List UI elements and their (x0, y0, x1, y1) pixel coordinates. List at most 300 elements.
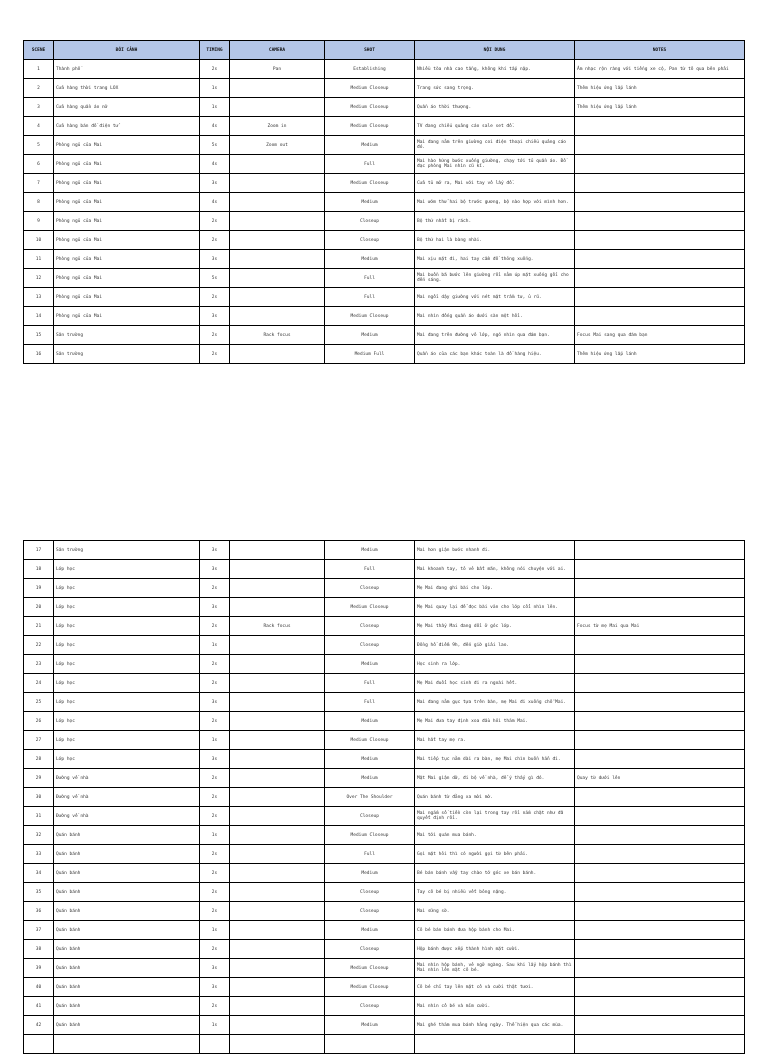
shot-cell: Closeup (325, 883, 415, 902)
context-cell: Lớp học (54, 560, 200, 579)
shot-cell: Closeup (325, 940, 415, 959)
camera-cell (230, 598, 325, 617)
table-row (24, 750, 745, 769)
scene-cell (24, 117, 54, 136)
scene-cell (24, 598, 54, 617)
scene-cell (24, 978, 54, 997)
scene-cell (24, 193, 54, 212)
scene-number: 5 (37, 143, 40, 148)
notes-cell (575, 864, 745, 883)
scene-cell (24, 174, 54, 193)
context-cell: Lớp học (54, 674, 200, 693)
content-cell: Hộp bánh được xếp thành hình mặt cười. (415, 940, 575, 959)
content-cell: Cô bé chỉ tay lên mặt cô và cười thật tươi. (415, 978, 575, 997)
table-row (24, 883, 745, 902)
camera-cell (230, 636, 325, 655)
scene-number: 35 (35, 890, 42, 895)
timing-cell: 2s (200, 712, 230, 731)
table-row (24, 579, 745, 598)
scene-cell (24, 560, 54, 579)
shot-cell: Closeup (325, 997, 415, 1016)
table-row (24, 345, 745, 364)
camera-cell (230, 921, 325, 940)
content-cell: Mai ghé thăm mua bánh hằng ngày. Thể hiện qua các mùa. (415, 1016, 575, 1035)
timing-cell: 3s (200, 307, 230, 326)
context-cell: Phòng ngủ của Mai (54, 307, 200, 326)
table-row (24, 193, 745, 212)
scene-cell (24, 655, 54, 674)
table-row (24, 940, 745, 959)
scene-number: 28 (35, 757, 42, 762)
scene-number: 25 (35, 700, 42, 705)
scene-number: 12 (35, 276, 42, 281)
scene-number: 15 (35, 333, 42, 338)
scene-cell (24, 902, 54, 921)
scene-number (26, 1044, 51, 1045)
scene-cell (24, 617, 54, 636)
context-cell: Đường về nhà (54, 807, 200, 826)
shot-cell: Medium Closeup (325, 98, 415, 117)
shot-cell: Over The Shoulder (325, 788, 415, 807)
camera-cell (230, 883, 325, 902)
table-row (24, 769, 745, 788)
timing-cell: 2s (200, 902, 230, 921)
scene-cell (24, 212, 54, 231)
table-row (24, 288, 745, 307)
context-cell: Sân trường (54, 345, 200, 364)
shot-cell: Full (325, 693, 415, 712)
content-cell: Bộ thứ nhất bị rách. (415, 212, 575, 231)
context-cell: Phòng ngủ của Mai (54, 269, 200, 288)
content-cell: Mai nhìn hộp bánh, vẻ ngỡ ngàng. Sau khi lấy hộp bánh thì Mai nhìn lên mặt cô bé. (415, 959, 575, 978)
content-cell: Gọi mặt hỏi thì có người gọi từ bên phải. (415, 845, 575, 864)
scene-number: 17 (35, 548, 42, 553)
scene-cell (24, 883, 54, 902)
context-cell: Sân trường (54, 326, 200, 345)
scene-cell (24, 1035, 54, 1054)
scene-number: 36 (35, 909, 42, 914)
header-content: NỘI DUNG (415, 41, 575, 60)
shot-cell: Medium (325, 750, 415, 769)
content-cell: TV đang chiếu quảng cáo sale set đồ. (415, 117, 575, 136)
notes-cell (575, 978, 745, 997)
scene-number: 13 (35, 295, 42, 300)
table-body-page-2 (24, 541, 745, 1054)
content-cell: Mai hất tay mẹ ra. (415, 731, 575, 750)
notes-cell (575, 807, 745, 826)
table-row (24, 598, 745, 617)
context-cell: Quán bánh (54, 845, 200, 864)
timing-cell: 4s (200, 193, 230, 212)
shot-cell: Full (325, 845, 415, 864)
camera-cell (230, 674, 325, 693)
camera-cell (230, 997, 325, 1016)
scene-number: 29 (35, 776, 42, 781)
scene-cell (24, 940, 54, 959)
context-cell: Lớp học (54, 579, 200, 598)
shot-cell: Medium (325, 769, 415, 788)
content-cell: Mai đang trên đường vô lớp, ngó nhìn qua đám bạn. (415, 326, 575, 345)
context-cell: Cửa hàng bán đồ điện tử (54, 117, 200, 136)
shot-cell: Medium Full (325, 345, 415, 364)
scene-cell (24, 674, 54, 693)
timing-cell: 2s (200, 940, 230, 959)
shot-cell: Medium (325, 541, 415, 560)
scene-number: 7 (37, 181, 40, 186)
scene-cell (24, 79, 54, 98)
notes-cell (575, 883, 745, 902)
timing-cell: 2s (200, 807, 230, 826)
shot-cell: Medium (325, 193, 415, 212)
scene-number: 2 (37, 86, 40, 91)
scene-number: 37 (35, 928, 42, 933)
camera-cell (230, 978, 325, 997)
scene-number: 34 (35, 871, 42, 876)
content-cell: Tay cô bé bị nhiều vết bỏng nặng. (415, 883, 575, 902)
timing-cell: 1s (200, 636, 230, 655)
header-notes: NOTES (575, 41, 745, 60)
timing-cell: 2s (200, 326, 230, 345)
table-row (24, 864, 745, 883)
table-row (24, 845, 745, 864)
content-cell: Mẹ Mai đưa tay định xoa đầu hỏi thăm Mai. (415, 712, 575, 731)
context-cell: Quán bánh (54, 826, 200, 845)
timing-cell: 2s (200, 883, 230, 902)
timing-cell: 1s (200, 79, 230, 98)
table-row (24, 807, 745, 826)
content-cell: Mai hào hứng bước xuống giường, chạy tới tủ quần áo. Đồ đạc phòng Mai nhìn cũ kĩ. (415, 155, 575, 174)
content-cell: Cô bé bán bánh đưa hộp bánh cho Mai. (415, 921, 575, 940)
scene-cell (24, 250, 54, 269)
content-cell: Mẹ Mai quay lại để đọc bài văn cho lớp cổi nhìn lên. (415, 598, 575, 617)
notes-cell (575, 193, 745, 212)
table-row (24, 788, 745, 807)
camera-cell (230, 560, 325, 579)
content-cell: Cửa tủ mở ra, Mai với tay vô lấy đồ. (415, 174, 575, 193)
context-cell: Đường về nhà (54, 769, 200, 788)
scene-cell (24, 307, 54, 326)
notes-cell (575, 136, 745, 155)
notes-cell (575, 712, 745, 731)
shot-cell (325, 1035, 415, 1054)
camera-cell (230, 98, 325, 117)
timing-cell: 2s (200, 845, 230, 864)
context-cell: Lớp học (54, 693, 200, 712)
header-camera: CAMERA (230, 41, 325, 60)
camera-cell (230, 212, 325, 231)
table-row (24, 712, 745, 731)
scene-cell (24, 807, 54, 826)
header-row (24, 41, 745, 60)
notes-cell: Thêm hiệu ứng lấp lánh (575, 345, 745, 364)
context-cell: Phòng ngủ của Mai (54, 288, 200, 307)
scene-cell (24, 864, 54, 883)
table-row (24, 674, 745, 693)
camera-cell (230, 826, 325, 845)
notes-cell (575, 826, 745, 845)
context-cell: Phòng ngủ của Mai (54, 155, 200, 174)
notes-cell (575, 231, 745, 250)
table-row (24, 231, 745, 250)
timing-cell: 3s (200, 693, 230, 712)
notes-cell (575, 288, 745, 307)
context-cell: Phòng ngủ của Mai (54, 231, 200, 250)
scene-cell (24, 1016, 54, 1035)
notes-cell (575, 845, 745, 864)
table-row (24, 155, 745, 174)
scene-number: 30 (35, 795, 42, 800)
context-cell: Quán bánh (54, 978, 200, 997)
timing-cell: 2s (200, 617, 230, 636)
table-row (24, 1035, 745, 1054)
context-cell: Quán bánh (54, 997, 200, 1016)
camera-cell (230, 345, 325, 364)
table-row (24, 655, 745, 674)
content-cell: Quần áo của các bạn khác toàn là đồ hàng hiệu. (415, 345, 575, 364)
context-cell: Quán bánh (54, 1016, 200, 1035)
scene-cell (24, 326, 54, 345)
notes-cell (575, 174, 745, 193)
shot-cell: Medium (325, 250, 415, 269)
table-row (24, 269, 745, 288)
camera-cell (230, 655, 325, 674)
content-cell: Bộ thứ hai là bàng nhài. (415, 231, 575, 250)
scene-cell (24, 712, 54, 731)
shot-cell: Medium (325, 1016, 415, 1035)
camera-cell (230, 693, 325, 712)
scene-number: 3 (37, 105, 40, 110)
scene-cell (24, 959, 54, 978)
scene-number: 21 (35, 624, 42, 629)
timing-cell: 3s (200, 978, 230, 997)
scene-cell (24, 750, 54, 769)
camera-cell (230, 769, 325, 788)
content-cell: Mai hơn giận bước nhanh đi. (415, 541, 575, 560)
shot-cell: Full (325, 288, 415, 307)
scene-cell (24, 136, 54, 155)
shot-cell: Medium (325, 655, 415, 674)
notes-cell (575, 636, 745, 655)
context-cell: Đường về nhà (54, 788, 200, 807)
notes-cell (575, 117, 745, 136)
shot-cell: Medium Closeup (325, 826, 415, 845)
timing-cell: 2s (200, 60, 230, 79)
shot-cell: Medium Closeup (325, 307, 415, 326)
context-cell: Lớp học (54, 750, 200, 769)
timing-cell: 2s (200, 345, 230, 364)
shot-cell: Establishing (325, 60, 415, 79)
notes-cell: Thêm hiệu ứng lấp lánh (575, 79, 745, 98)
camera-cell (230, 750, 325, 769)
camera-cell (230, 807, 325, 826)
timing-cell: 1s (200, 921, 230, 940)
notes-cell: Focus từ mẹ Mai qua Mai (575, 617, 745, 636)
notes-cell (575, 940, 745, 959)
camera-cell (230, 193, 325, 212)
scene-number: 10 (35, 238, 42, 243)
scene-cell (24, 98, 54, 117)
scene-number: 38 (35, 947, 42, 952)
scene-number: 16 (35, 352, 42, 357)
timing-cell: 3s (200, 959, 230, 978)
scene-number: 1 (37, 67, 40, 72)
notes-cell (575, 212, 745, 231)
scene-number: 14 (35, 314, 42, 319)
context-cell: Phòng ngủ của Mai (54, 250, 200, 269)
scene-cell (24, 345, 54, 364)
camera-cell (230, 250, 325, 269)
timing-cell: 2s (200, 674, 230, 693)
camera-cell (230, 959, 325, 978)
camera-cell: Rack focus (230, 326, 325, 345)
scene-number: 26 (35, 719, 42, 724)
timing-cell: 1s (200, 731, 230, 750)
table-row (24, 636, 745, 655)
notes-cell (575, 731, 745, 750)
scene-cell (24, 997, 54, 1016)
shot-cell: Medium (325, 712, 415, 731)
timing-cell: 4s (200, 155, 230, 174)
table-row (24, 307, 745, 326)
camera-cell (230, 307, 325, 326)
timing-cell: 5s (200, 136, 230, 155)
timing-cell: 2s (200, 997, 230, 1016)
shot-cell: Closeup (325, 231, 415, 250)
context-cell: Thành phố (54, 60, 200, 79)
notes-cell (575, 541, 745, 560)
timing-cell: 3s (200, 598, 230, 617)
shot-cell: Medium (325, 864, 415, 883)
context-cell: Quán bánh (54, 902, 200, 921)
camera-cell (230, 712, 325, 731)
scene-cell (24, 579, 54, 598)
shot-cell: Closeup (325, 579, 415, 598)
shot-cell: Medium (325, 136, 415, 155)
notes-cell (575, 750, 745, 769)
notes-cell (575, 250, 745, 269)
timing-cell: 2s (200, 788, 230, 807)
camera-cell (230, 731, 325, 750)
table-row (24, 959, 745, 978)
notes-cell (575, 307, 745, 326)
scene-cell (24, 731, 54, 750)
scene-cell (24, 541, 54, 560)
content-cell: Đồng hồ điểm 9h, đến giờ giải lao. (415, 636, 575, 655)
header-timing: TIMING (200, 41, 230, 60)
storyboard-table-page-2 (23, 540, 745, 1054)
context-cell: Lớp học (54, 617, 200, 636)
notes-cell (575, 902, 745, 921)
timing-cell: 2s (200, 864, 230, 883)
camera-cell: Zoom out (230, 136, 325, 155)
notes-cell (575, 269, 745, 288)
content-cell: Trang sức sang trọng. (415, 79, 575, 98)
shot-cell: Medium Closeup (325, 174, 415, 193)
notes-cell: Thêm hiệu ứng lấp lánh (575, 98, 745, 117)
table-row (24, 617, 745, 636)
content-cell: Quán bánh từ đằng xa mời mờ. (415, 788, 575, 807)
camera-cell (230, 155, 325, 174)
camera-cell: Zoom in (230, 117, 325, 136)
shot-cell: Closeup (325, 902, 415, 921)
content-cell: Nhiều tòa nhà cao tầng, không khí tấp nập. (415, 60, 575, 79)
content-cell: Mai nhìn cô bé và mỉm cười. (415, 997, 575, 1016)
timing-cell: 3s (200, 560, 230, 579)
content-cell: Mai nhìn đống quần áo dưới sàn một hồi. (415, 307, 575, 326)
table-row (24, 60, 745, 79)
context-cell: Lớp học (54, 731, 200, 750)
shot-cell: Closeup (325, 212, 415, 231)
context-cell: Quán bánh (54, 940, 200, 959)
content-cell: Mai ngắm số tiền còn lại trong tay rồi nắm chặt như đã quyết định rồi. (415, 807, 575, 826)
scene-number: 19 (35, 586, 42, 591)
table-row (24, 326, 745, 345)
context-cell: Quán bánh (54, 959, 200, 978)
notes-cell (575, 155, 745, 174)
shot-cell: Medium (325, 326, 415, 345)
context-cell: Quán bánh (54, 864, 200, 883)
notes-cell (575, 598, 745, 617)
table-row (24, 978, 745, 997)
context-cell: Cửa hàng quần áo nữ (54, 98, 200, 117)
content-cell: Quần áo thời thượng. (415, 98, 575, 117)
context-cell: Lớp học (54, 712, 200, 731)
context-cell: Lớp học (54, 655, 200, 674)
timing-cell: 1s (200, 98, 230, 117)
content-cell: Mai ướm thử hai bộ trước gương, bộ nào hợp với mình hơn. (415, 193, 575, 212)
context-cell: Cửa hàng thời trang LOX (54, 79, 200, 98)
notes-cell (575, 674, 745, 693)
scene-cell (24, 636, 54, 655)
content-cell: Mai ngồi dậy giường với nét mặt trầm tư, ủ rũ. (415, 288, 575, 307)
scene-cell (24, 788, 54, 807)
shot-cell: Full (325, 269, 415, 288)
content-cell: Mai đang nằm trên giường coi điện thoại chiếu quảng cáo đó. (415, 136, 575, 155)
timing-cell: 2s (200, 769, 230, 788)
shot-cell: Full (325, 674, 415, 693)
scene-cell (24, 288, 54, 307)
shot-cell: Closeup (325, 807, 415, 826)
content-cell: Bé bán bánh vẫy tay chào tớ góc xe bán bánh. (415, 864, 575, 883)
content-cell: Học sinh ra lớp. (415, 655, 575, 674)
timing-cell: 2s (200, 288, 230, 307)
scene-cell (24, 693, 54, 712)
shot-cell: Medium Closeup (325, 79, 415, 98)
shot-cell: Closeup (325, 617, 415, 636)
timing-cell: 3s (200, 541, 230, 560)
notes-cell (575, 959, 745, 978)
storyboard-table-page-1 (23, 40, 745, 364)
scene-cell (24, 60, 54, 79)
context-cell: Phòng ngủ của Mai (54, 136, 200, 155)
shot-cell: Medium Closeup (325, 978, 415, 997)
shot-cell: Medium (325, 921, 415, 940)
context-cell (54, 1035, 200, 1054)
camera-cell (230, 845, 325, 864)
scene-number: 41 (35, 1004, 42, 1009)
scene-number: 4 (37, 124, 40, 129)
timing-cell: 2s (200, 212, 230, 231)
context-cell: Lớp học (54, 636, 200, 655)
timing-cell: 2s (200, 231, 230, 250)
scene-number: 40 (35, 985, 42, 990)
table-row (24, 902, 745, 921)
table-row (24, 731, 745, 750)
table-row (24, 997, 745, 1016)
scene-cell (24, 155, 54, 174)
context-cell: Phòng ngủ của Mai (54, 212, 200, 231)
notes-cell: Focus Mai sang qua đám bạn (575, 326, 745, 345)
